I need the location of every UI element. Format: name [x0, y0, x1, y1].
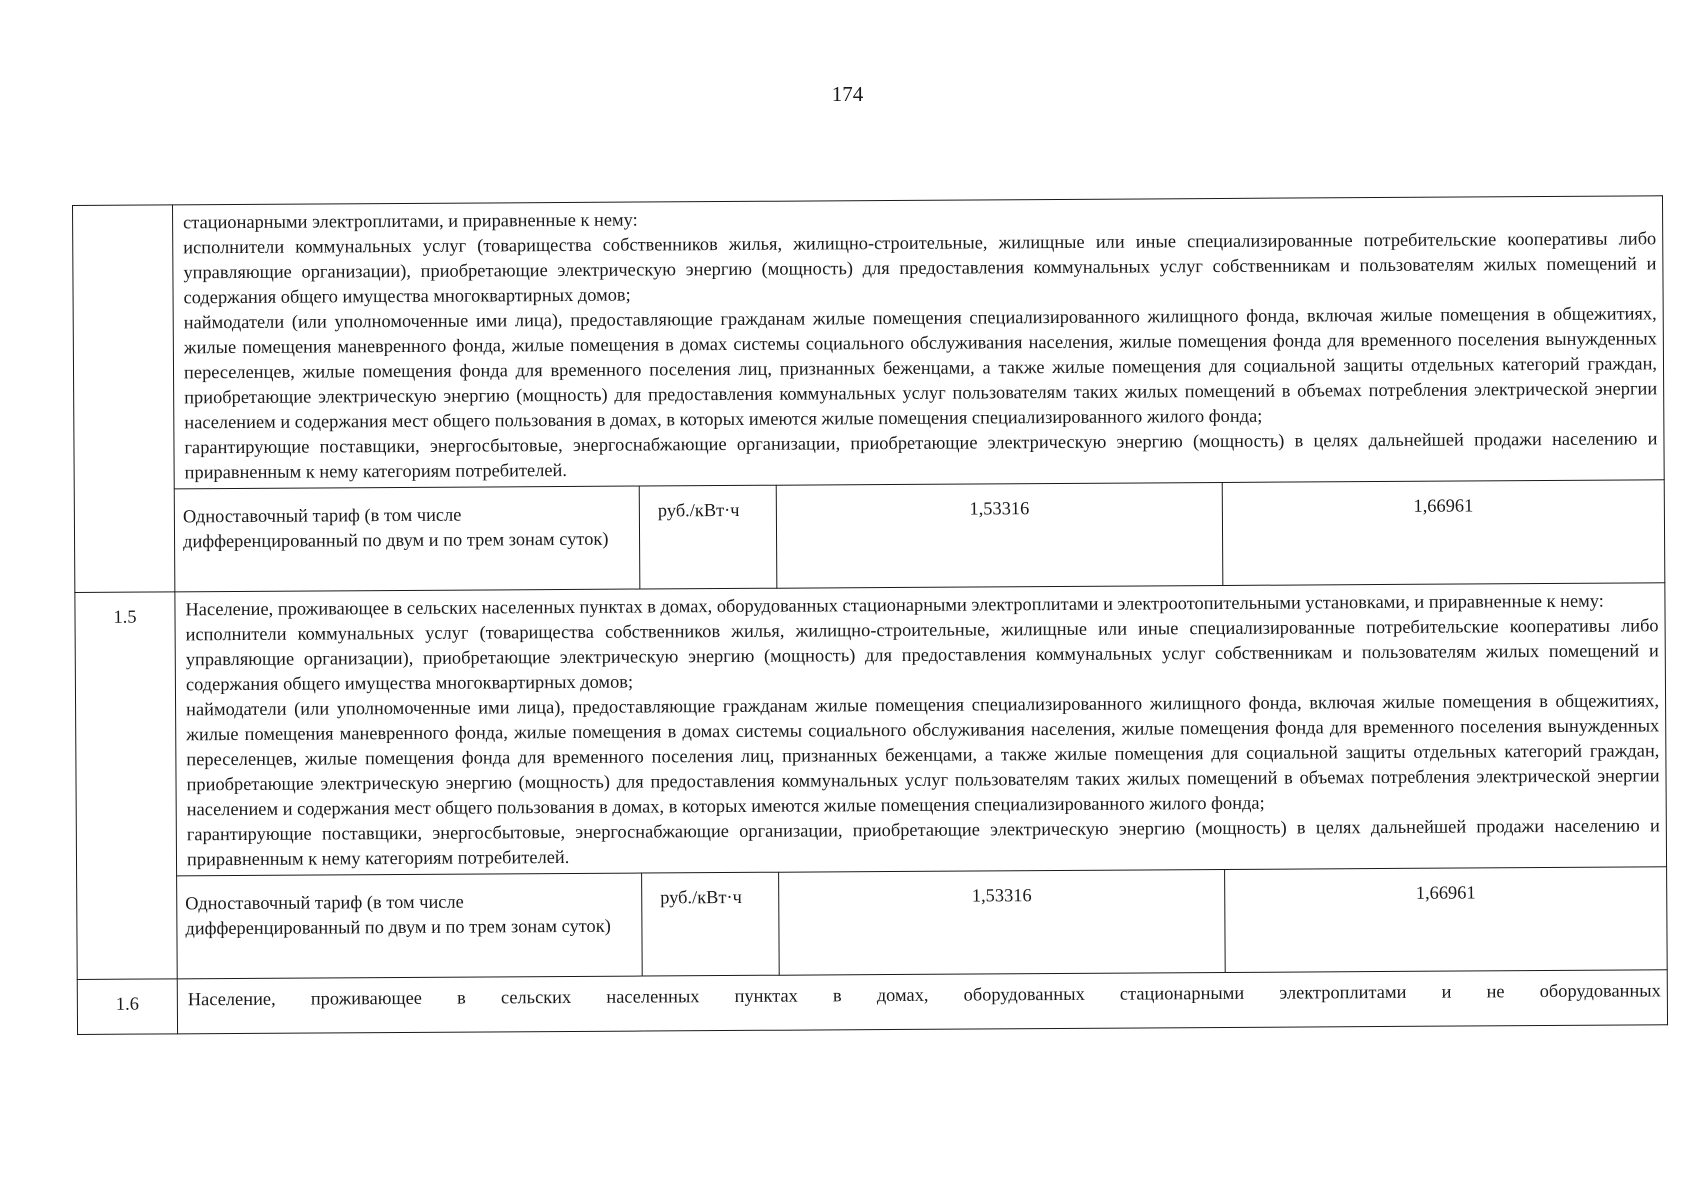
- tariff-name: Одноставочный тариф (в том числе дифференцированный по двум и по трем зонам суток): [177, 873, 643, 979]
- table-row: [75, 583, 1667, 877]
- row-number: [73, 205, 175, 593]
- tariff-value-second-half: 1,66961: [1225, 867, 1668, 973]
- description-paragraph: наймодатели (или уполномоченные ими лица), предоставляющие гражданам жилые помещения специализированного жилищного фонда, включая жилые помещения в общежитиях, жилые помещения маневренного фонда, жилые помещения в домах системы социального обслуживания населения, жилые помещения фонда для временного поселения вынужденных переселенцев, жилые помещения фонда для временного поселения лиц, признанных беженцами, а также жилые помещения для социальной защиты отдельных категорий граждан, приобретающие электрическую энергию (мощность) для предоставления коммунальных услуг пользователям таких жилых помещений в объемах потребления электрической энергии населением и содержания мест общего пользования в домах, в которых имеются жилые помещения специализированного жилого фонда;: [186, 690, 1660, 820]
- description-paragraph: гарантирующие поставщики, энергосбытовые, энергоснабжающие организации, приобретающие электрическую энергию (мощность) в целях дальнейшей продажи населению и приравненным к нему категориям потребителей.: [184, 428, 1658, 483]
- page-number: 174: [831, 82, 864, 106]
- description-paragraph: наймодатели (или уполномоченные ими лица), предоставляющие гражданам жилые помещения специализированного жилищного фонда, включая жилые помещения в общежитиях, жилые помещения маневренного фонда, жилые помещения в домах системы социального обслуживания населения, жилые помещения фонда для временного поселения вынужденных переселенцев, жилые помещения фонда для временного поселения лиц, признанных беженцами, а также жилые помещения для социальной защиты отдельных категорий граждан, приобретающие электрическую энергию (мощность) для предоставления коммунальных услуг пользователям таких жилых помещений в объемах потребления электрической энергии населением и содержания мест общего пользования в домах, в которых имеются жилые помещения специализированного жилого фонда;: [183, 303, 1658, 433]
- tariff-row: [74, 480, 1665, 593]
- tariff-value-second-half: 1,66961: [1222, 480, 1665, 586]
- tariff-value-first-half: 1,53316: [776, 482, 1223, 588]
- tariff-table: [72, 195, 1668, 1035]
- category-description: Население, проживающее в сельских населенных пунктах в домах, оборудованных стационарными электроплитами и не оборудованных: [177, 970, 1667, 1034]
- row-number: 1.6: [77, 979, 177, 1035]
- table-row: [77, 970, 1667, 1035]
- description-paragraph: Население, проживающее в сельских населенных пунктах в домах, оборудованных стационарными электроплитами и электроотопительными установками, и приравненные к нему:: [185, 590, 1604, 620]
- row-number: 1.5: [75, 592, 177, 980]
- tariff-name: Одноставочный тариф (в том числе дифференцированный по двум и по трем зонам суток): [174, 486, 640, 592]
- category-description: [175, 583, 1667, 876]
- tariff-unit: руб./кВт·ч: [639, 485, 777, 589]
- tariff-value-first-half: 1,53316: [779, 869, 1226, 975]
- description-paragraph: исполнители коммунальных услуг (товарищества собственников жилья, жилищно-строительные, жилищные или иные специализированные потребительские кооперативы либо управляющие организации), приобретающие электрическую энергию (мощность) для предоставления коммунальных услуг собственникам и пользователям жилых помещений и содержания общего имущества многоквартирных домов;: [185, 615, 1659, 695]
- table-row: [73, 196, 1665, 490]
- tariff-row: [77, 867, 1668, 980]
- description-paragraph: гарантирующие поставщики, энергосбытовые, энергоснабжающие организации, приобретающие электрическую энергию (мощность) в целях дальнейшей продажи населению и приравненным к нему категориям потребителей.: [186, 815, 1660, 870]
- description-paragraph: исполнители коммунальных услуг (товарищества собственников жилья, жилищно-строительные, жилищные или иные специализированные потребительские кооперативы либо управляющие организации), приобретающие электрическую энергию (мощность) для предоставления коммунальных услуг собственникам и пользователям жилых помещений и содержания общего имущества многоквартирных домов;: [183, 228, 1657, 308]
- tariff-unit: руб./кВт·ч: [642, 872, 780, 976]
- category-description: [173, 196, 1665, 489]
- description-paragraph: стационарными электроплитами, и приравненные к нему:: [183, 209, 638, 233]
